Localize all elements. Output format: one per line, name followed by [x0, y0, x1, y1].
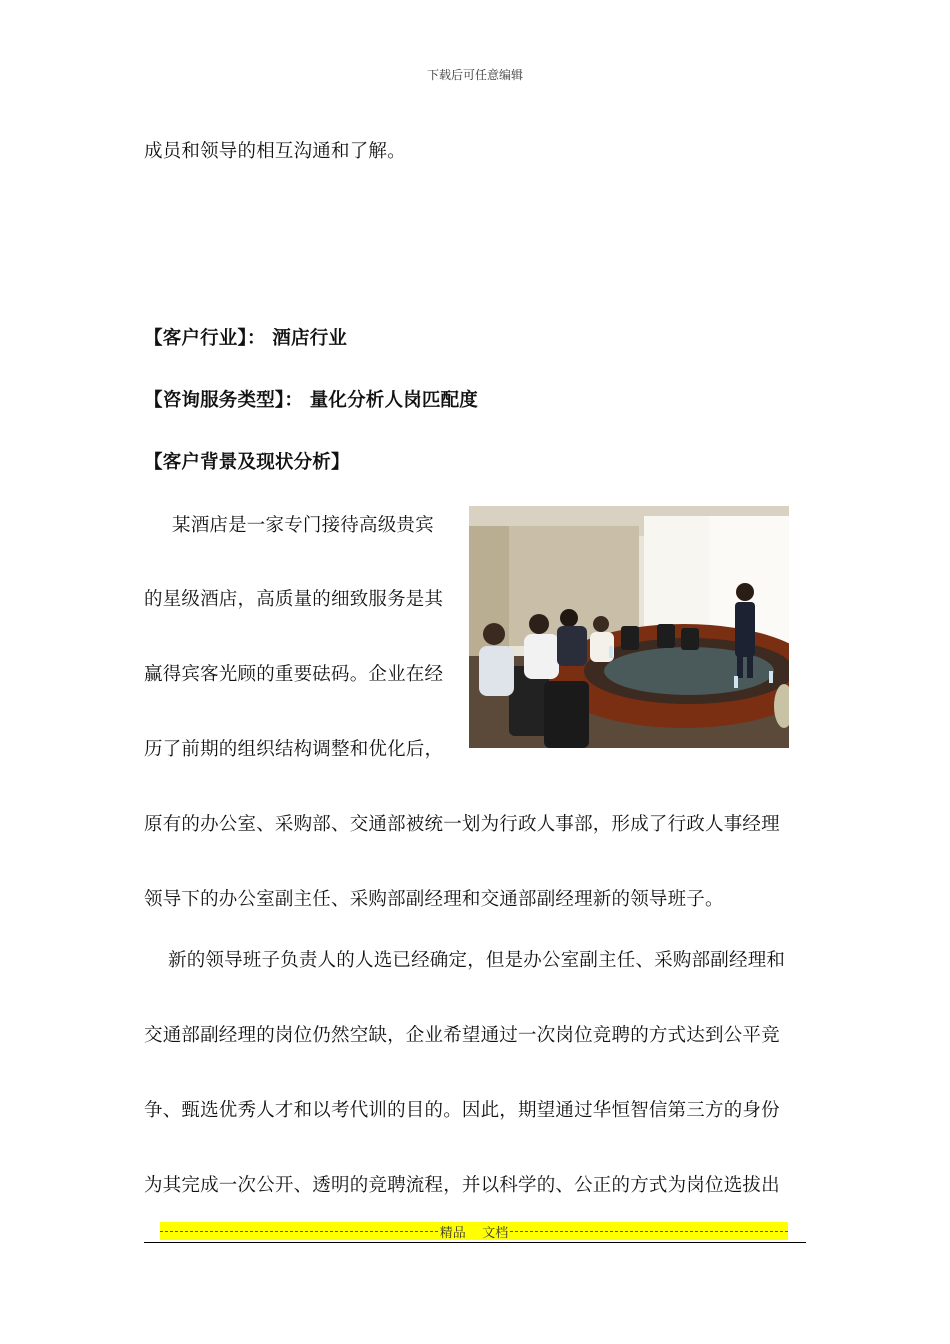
paragraph-line: 某酒店是一家专门接待高级贵宾 [172, 515, 434, 536]
heading-background: 【客户背景及现状分析】 [144, 452, 350, 473]
paragraph-line: 新的领导班子负责人的人选已经确定，但是办公室副主任、采购部副经理和 [168, 950, 786, 971]
heading-service-type: 【咨询服务类型】： 量化分析人岗匹配度 [144, 390, 478, 411]
meeting-room-photo [469, 506, 789, 748]
paragraph-line: 领导下的办公室副主任、采购部副经理和交通部副经理新的领导班子。 [144, 889, 724, 910]
footer-rule [144, 1242, 806, 1243]
footer-dash-left [160, 1231, 438, 1232]
paragraph-line: 的星级酒店，高质量的细致服务是其 [144, 589, 444, 610]
paragraph-line: 争、甄选优秀人才和以考代训的目的。因此，期望通过华恒智信第三方的身份 [144, 1100, 780, 1121]
paragraph-line: 原有的办公室、采购部、交通部被统一划为行政人事部，形成了行政人事经理 [144, 814, 780, 835]
paragraph-line: 交通部副经理的岗位仍然空缺，企业希望通过一次岗位竞聘的方式达到公平竞 [144, 1025, 780, 1046]
heading-industry: 【客户行业】： 酒店行业 [144, 328, 348, 349]
footer-dash-right [510, 1231, 788, 1232]
paragraph-line: 为其完成一次公开、透明的竞聘流程，并以科学的、公正的方式为岗位选拔出 [144, 1175, 780, 1196]
footer-banner [160, 1222, 788, 1240]
page-header: 下载后可任意编辑 [426, 68, 523, 82]
footer-text: 精品 文档 [439, 1225, 509, 1240]
paragraph-line: 历了前期的组织结构调整和优化后， [144, 739, 444, 760]
intro-line: 成员和领导的相互沟通和了解。 [144, 141, 406, 162]
paragraph-line: 赢得宾客光顾的重要砝码。企业在经 [144, 664, 444, 685]
